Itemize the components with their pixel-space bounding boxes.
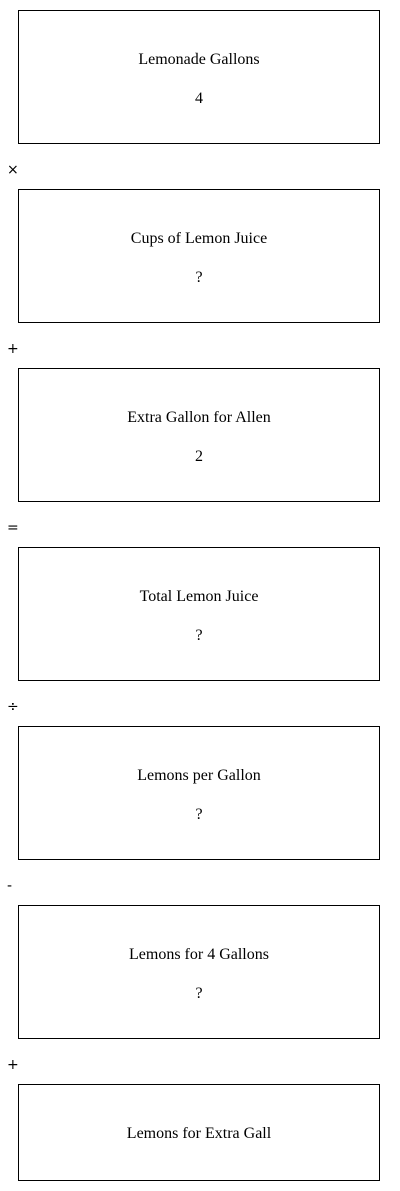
plus-operator: +	[7, 341, 19, 357]
step-box-lemons-for-4-gallons	[18, 905, 380, 1039]
minus-operator: -	[7, 878, 13, 894]
step-value: 2	[195, 448, 203, 465]
step-value: 4	[195, 90, 203, 107]
step-value: ?	[195, 269, 203, 286]
equals-operator: =	[7, 520, 19, 536]
divide-operator: ÷	[7, 699, 19, 715]
step-label: Lemons for Extra Gall	[126, 1125, 272, 1142]
step-value: ?	[195, 985, 203, 1002]
step-label: Lemons per Gallon	[137, 767, 261, 784]
plus-operator: +	[7, 1057, 19, 1073]
step-label: Cups of Lemon Juice	[130, 230, 268, 247]
step-box-extra-gallon-for-allen	[18, 368, 380, 502]
step-label: Lemons for 4 Gallons	[129, 946, 269, 963]
step-label: Lemonade Gallons	[138, 51, 260, 68]
step-box-total-lemon-juice	[18, 547, 380, 681]
step-box-cups-of-lemon-juice	[18, 189, 380, 323]
step-box-lemonade-gallons	[18, 10, 380, 144]
step-value: ?	[195, 627, 203, 644]
step-label: Extra Gallon for Allen	[127, 409, 271, 426]
step-box-lemons-for-extra-gallon	[18, 1084, 380, 1181]
step-value: ?	[195, 806, 203, 823]
multiply-operator: ×	[7, 162, 19, 178]
step-label: Total Lemon Juice	[139, 588, 259, 605]
step-box-lemons-per-gallon	[18, 726, 380, 860]
